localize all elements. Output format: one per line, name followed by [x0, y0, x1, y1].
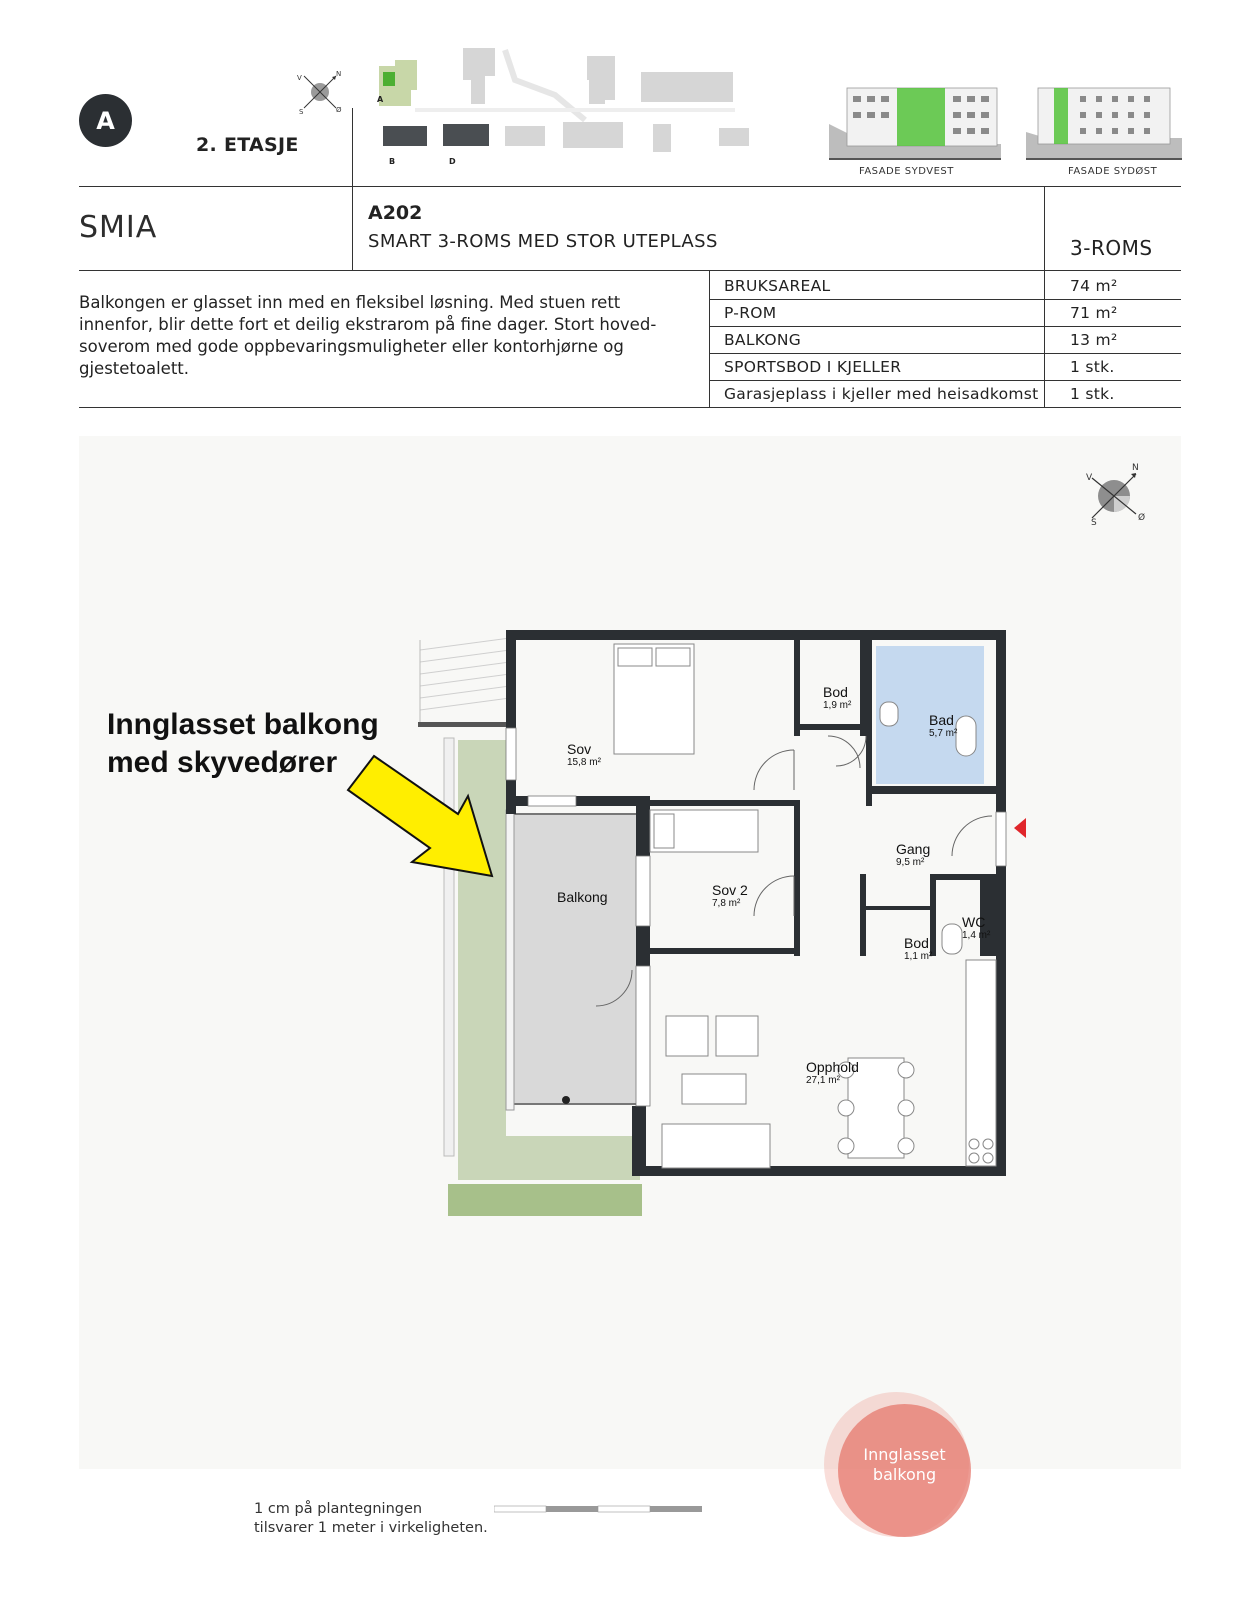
spec-row	[709, 273, 1181, 300]
site-label-d: D	[449, 157, 456, 166]
building-badge: A	[79, 94, 132, 147]
site-label-b: B	[389, 157, 396, 166]
spec-label: BRUKSAREAL	[724, 277, 831, 295]
badge-line-1: Innglasset	[863, 1445, 946, 1464]
building-b	[383, 126, 427, 146]
callout-line-1: Innglasset balkong	[107, 708, 379, 741]
unit-highlight	[383, 72, 395, 86]
room-sov-2	[712, 882, 748, 909]
spec-value: 71 m²	[1070, 304, 1118, 322]
facade-southwest-label: FASADE SYDVEST	[859, 166, 954, 177]
badge-line-2: balkong	[872, 1465, 937, 1484]
unit-description: Balkongen er glasset inn med en fleksibel løsning. Med stuen rett innenfor, blir dette fort et deilig ekstrarom på fine dager. Stort hovedsoverom med gode oppbevaringsmuligheter eller kontorhjørne og gjestetoalett.	[79, 293, 657, 378]
callout-line-2: med skyvedører	[107, 746, 338, 779]
spec-label: P-ROM	[724, 304, 777, 322]
room-name: Bod	[823, 684, 848, 700]
room-bad	[929, 712, 957, 739]
unit-code: A202	[368, 202, 423, 224]
compass-n: N	[336, 70, 342, 78]
site-label-a: A	[377, 95, 384, 104]
unit-subtitle: SMART 3-ROMS MED STOR UTEPLASS	[368, 231, 718, 252]
spec-value: 1 stk.	[1070, 385, 1115, 403]
compass-o: Ø	[336, 106, 342, 114]
room-opphold	[806, 1059, 859, 1086]
room-name: Bod	[904, 935, 929, 951]
header-divider	[352, 108, 353, 270]
facade-southwest-drawing	[829, 82, 1001, 160]
floor-label: 2. ETASJE	[196, 134, 299, 156]
spec-value: 74 m²	[1070, 277, 1118, 295]
compass-v: V	[1086, 473, 1093, 483]
facade-southeast-label: FASADE SYDØST	[1068, 166, 1158, 177]
glazed-balcony-badge	[838, 1445, 971, 1485]
compass-icon	[1084, 460, 1150, 526]
entry-marker	[1014, 818, 1026, 838]
unit-type: 3-ROMS	[1070, 236, 1153, 260]
header-rule	[79, 186, 1181, 187]
facade-southeast-drawing	[1026, 82, 1182, 160]
project-name: SMIA	[79, 210, 158, 245]
spec-label: Garasjeplass i kjeller med heisadkomst	[724, 385, 1039, 403]
compass-n: N	[1132, 463, 1139, 473]
title-rule	[79, 270, 1181, 271]
room-name: WC	[962, 914, 986, 930]
room-name: Opphold	[806, 1059, 859, 1075]
room-name: Gang	[896, 841, 931, 857]
hedge	[448, 1184, 642, 1216]
room-bod-2	[904, 935, 932, 962]
room-sov	[567, 741, 601, 768]
room-area: 1,9 m²	[823, 700, 852, 711]
scale-line-2: tilsvarer 1 meter i virkeligheten.	[254, 1520, 488, 1536]
spec-row	[709, 354, 1181, 381]
spec-row	[709, 381, 1181, 408]
spec-value: 1 stk.	[1070, 358, 1115, 376]
room-bod	[823, 684, 851, 711]
spec-label: BALKONG	[724, 331, 802, 349]
compass-o: Ø	[1138, 513, 1146, 523]
room-area: 7,8 m²	[712, 898, 741, 909]
room-area: 15,8 m²	[567, 757, 601, 768]
room-area: 5,7 m²	[929, 728, 958, 739]
spec-value: 13 m²	[1070, 331, 1118, 349]
spec-label: SPORTSBOD I KJELLER	[724, 358, 902, 376]
scale-note	[254, 1500, 488, 1538]
balcony-callout	[107, 706, 379, 782]
room-area: 1,4 m²	[962, 930, 991, 941]
balcony-area	[512, 814, 640, 1104]
spec-row	[709, 327, 1181, 354]
compass-v: V	[297, 74, 302, 82]
room-wc	[962, 914, 990, 941]
room-area: 1,1 m²	[904, 951, 933, 962]
room-name: Sov	[567, 741, 592, 757]
room-balkong	[557, 889, 608, 905]
arrow-icon	[340, 752, 500, 882]
scale-bar	[494, 1505, 706, 1515]
compass-s: S	[1091, 518, 1097, 526]
room-area: 27,1 m²	[806, 1075, 840, 1086]
site-map	[375, 40, 755, 170]
compass-icon-small	[296, 68, 344, 116]
room-name: Bad	[929, 712, 954, 728]
room-name: Balkong	[557, 889, 608, 905]
scale-line-1: 1 cm på plantegningen	[254, 1501, 423, 1517]
room-name: Sov 2	[712, 882, 748, 898]
spec-row	[709, 300, 1181, 327]
compass-s: S	[299, 108, 304, 116]
room-gang	[896, 841, 930, 868]
room-area: 9,5 m²	[896, 857, 925, 868]
building-d	[443, 124, 489, 146]
spec-bottom-rule	[79, 407, 1181, 408]
